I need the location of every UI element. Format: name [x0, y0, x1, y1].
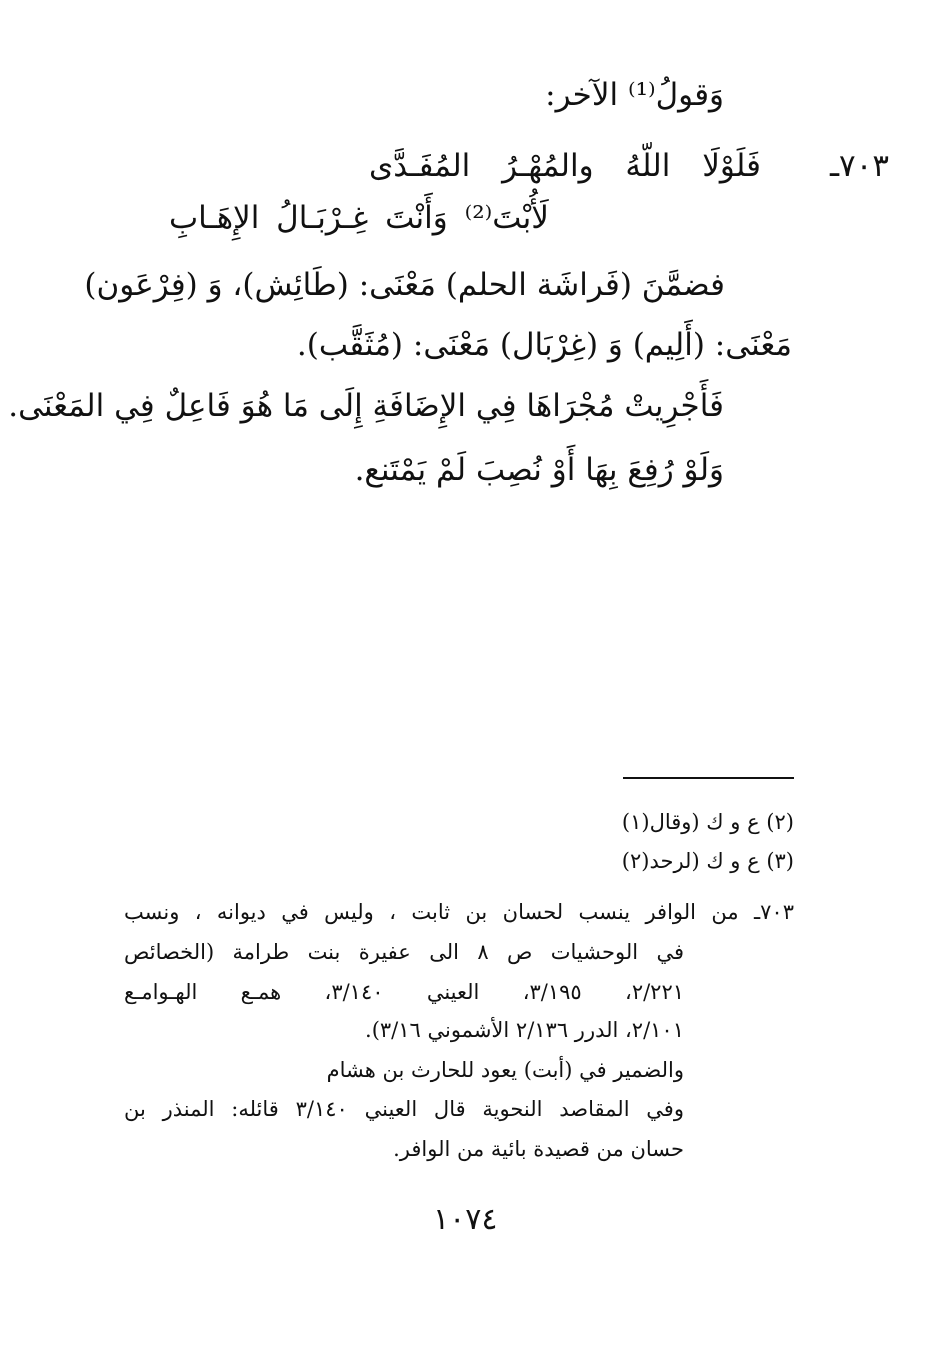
- footnote-703-line: في الوحشيات ص ٨ الى عفيرة بنت طرامة (الخصائص: [124, 940, 684, 964]
- paragraph-line: مَعْنَى: (أَلِيم) وَ (غِرْبَال) مَعْنَى: (مُثَقَّب).: [296, 327, 792, 363]
- verse-second-hemistich: لَأُبْتَ⁽²⁾ وَأَنْتَ غِـرْبَـالُ الإِهَـابِ: [169, 200, 549, 236]
- intro-line: وَقولُ⁽¹⁾ الآخر:: [545, 77, 724, 113]
- footnote-3: (٣) ع و ك (لرحد(٢): [621, 849, 794, 873]
- footnote-separator: [623, 777, 794, 779]
- footnote-703-line: حسان من قصيدة بائية من الوافر.: [393, 1137, 684, 1161]
- paragraph-line: فضمَّنَ (فَراشَة الحلم) مَعْنَى: (طَائِش)، وَ (فِرْعَون): [84, 267, 725, 303]
- verse-number: ٧٠٣ـ: [829, 148, 889, 184]
- footnote-703-line: ٢/٢٢١، ٣/١٩٥، العيني ٣/١٤٠، همـع الهـوامـع: [124, 980, 685, 1004]
- paragraph-line: وَلَوْ رُفِعَ بِهَا أَوْ نُصِبَ لَمْ يَمْتَنع.: [354, 452, 724, 488]
- footnote-703-line: والضمير في (أبت) يعود للحارث بن هشام: [326, 1058, 684, 1082]
- footnote-2: (٢) ع و ك (وقال(١): [621, 810, 794, 834]
- footnote-703-line: ٢/١٠١، الدرر ٢/١٣٦ الأشموني ٣/١٦).: [365, 1018, 684, 1042]
- footnote-703-line: وفي المقاصد النحوية قال العيني ٣/١٤٠ قائله: المنذر بن: [124, 1097, 684, 1121]
- verse-first-hemistich: فَلَوْلَا اللّهُ والمُهْـرُ المُفَـدَّى: [369, 148, 761, 184]
- page-number: ١٠٧٤: [433, 1202, 498, 1237]
- footnote-703-line: ٧٠٣ـ من الوافر ينسب لحسان بن ثابت ، وليس في ديوانه ، ونسب: [124, 900, 794, 924]
- paragraph-line: فَأَجْرِيتْ مُجْرَاهَا فِي الإِضَافَةِ إِلَى مَا هُوَ فَاعِلٌ فِي المَعْنَى.: [8, 388, 724, 424]
